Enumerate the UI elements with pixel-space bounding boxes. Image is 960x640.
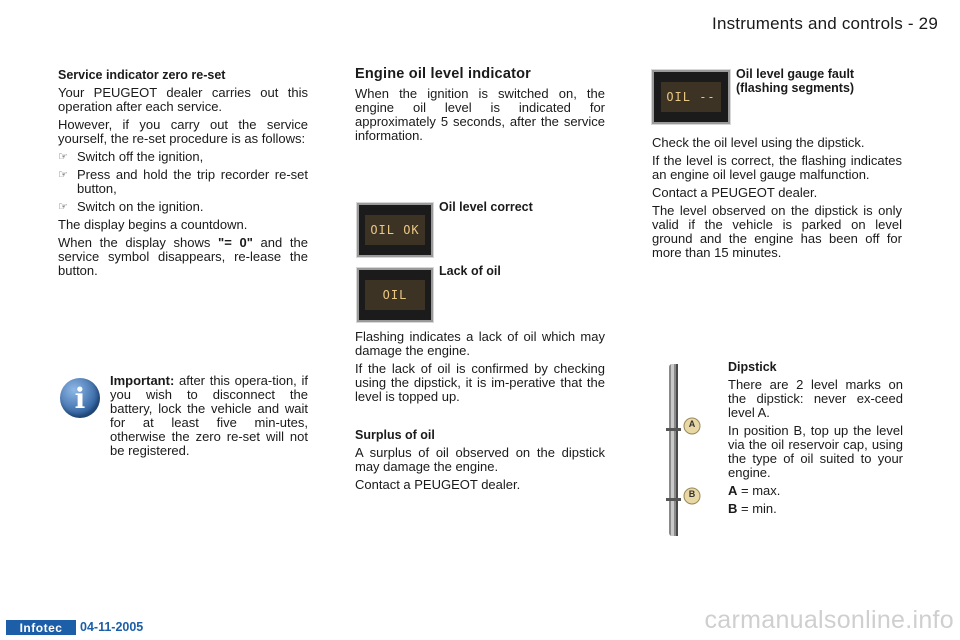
paragraph: Flashing indicates a lack of oil which may damage the engine. [355,329,605,358]
footer-date: 04-11-2005 [80,620,144,634]
infotec-logo: Infotec [6,620,76,635]
dipstick-label-b: B [688,489,696,499]
paragraph: However, if you carry out the service yourself, the re-set procedure is as follows: [58,117,308,146]
display-value: "= 0" [218,235,253,250]
surplus-heading: Surplus of oil [355,428,435,442]
mark-a-definition: A = max. [728,483,781,498]
lack-of-oil-display: OIL [357,268,433,322]
service-indicator-heading: Service indicator zero re-set [58,68,226,82]
oil-ok-display: OIL OK [357,203,433,257]
dipstick-illustration [660,360,710,540]
paragraph: The level observed on the dipstick is only valid if the vehicle is parked on level ground and the engine has been off for more than 15 minutes. [652,203,902,260]
page-title: Instruments and controls - 29 [712,14,938,33]
paragraph: In position B, top up the level via the oil reservoir cap, using the type of oil suited to your engine. [728,423,903,480]
info-icon: i [60,378,100,418]
list-item: ☞ Press and hold the trip recorder re-set button, [58,167,308,196]
level-mark-a [666,428,681,431]
paragraph: When the ignition is switched on, the engine oil level is indicated for approximately 5 seconds, after the service information. [355,86,605,143]
dipstick-text [728,360,903,520]
level-mark-b [666,498,681,501]
paragraph: There are 2 level marks on the dipstick: never ex-ceed level A. [728,377,903,420]
important-label: Important: [110,373,175,388]
paragraph: A surplus of oil observed on the dipstick may damage the engine. [355,445,605,474]
engine-oil-heading: Engine oil level indicator [355,66,532,82]
paragraph: If the level is correct, the flashing indicates an engine oil level gauge malfunction. [652,153,902,182]
paragraph: When the display shows "= 0" and the service symbol disappears, re-lease the button. [58,235,308,278]
oil-gauge-fault-display: OIL -- [652,70,730,124]
lack-of-oil-label: Lack of oil [439,264,501,278]
mark-b-definition: B = min. [728,501,777,516]
dipstick-heading: Dipstick [728,360,777,374]
pointing-hand-icon: ☞ [58,201,68,213]
list-item: ☞ Switch off the ignition, [58,149,204,164]
paragraph: The display begins a countdown. [58,217,248,232]
pointing-hand-icon: ☞ [58,169,68,181]
paragraph: Contact a PEUGEOT dealer. [652,185,818,200]
oil-level-correct-label: Oil level correct [439,200,533,214]
left-column [58,68,308,282]
paragraph: Your PEUGEOT dealer carries out this operation after each service. [58,85,308,114]
right-column-top [652,136,902,264]
watermark: carmanualsonline.info [704,606,954,634]
oil-gauge-fault-label: Oil level gauge fault (flashing segments) [736,67,855,95]
important-note: Important: after this opera-tion, if you wish to disconnect the battery, lock the vehicle and wait for at least five min-utes, otherwise the zero re-set will not be registered. [110,373,308,458]
paragraph: Contact a PEUGEOT dealer. [355,477,521,492]
middle-column-top [355,67,605,147]
dipstick-label-a: A [688,419,696,429]
pointing-hand-icon: ☞ [58,151,68,163]
list-item: ☞ Switch on the ignition. [58,199,204,214]
paragraph: Check the oil level using the dipstick. [652,135,865,150]
paragraph: If the lack of oil is confirmed by checking using the dipstick, it is im-perative that the level is topped up. [355,361,605,404]
middle-column-bottom [355,330,605,496]
